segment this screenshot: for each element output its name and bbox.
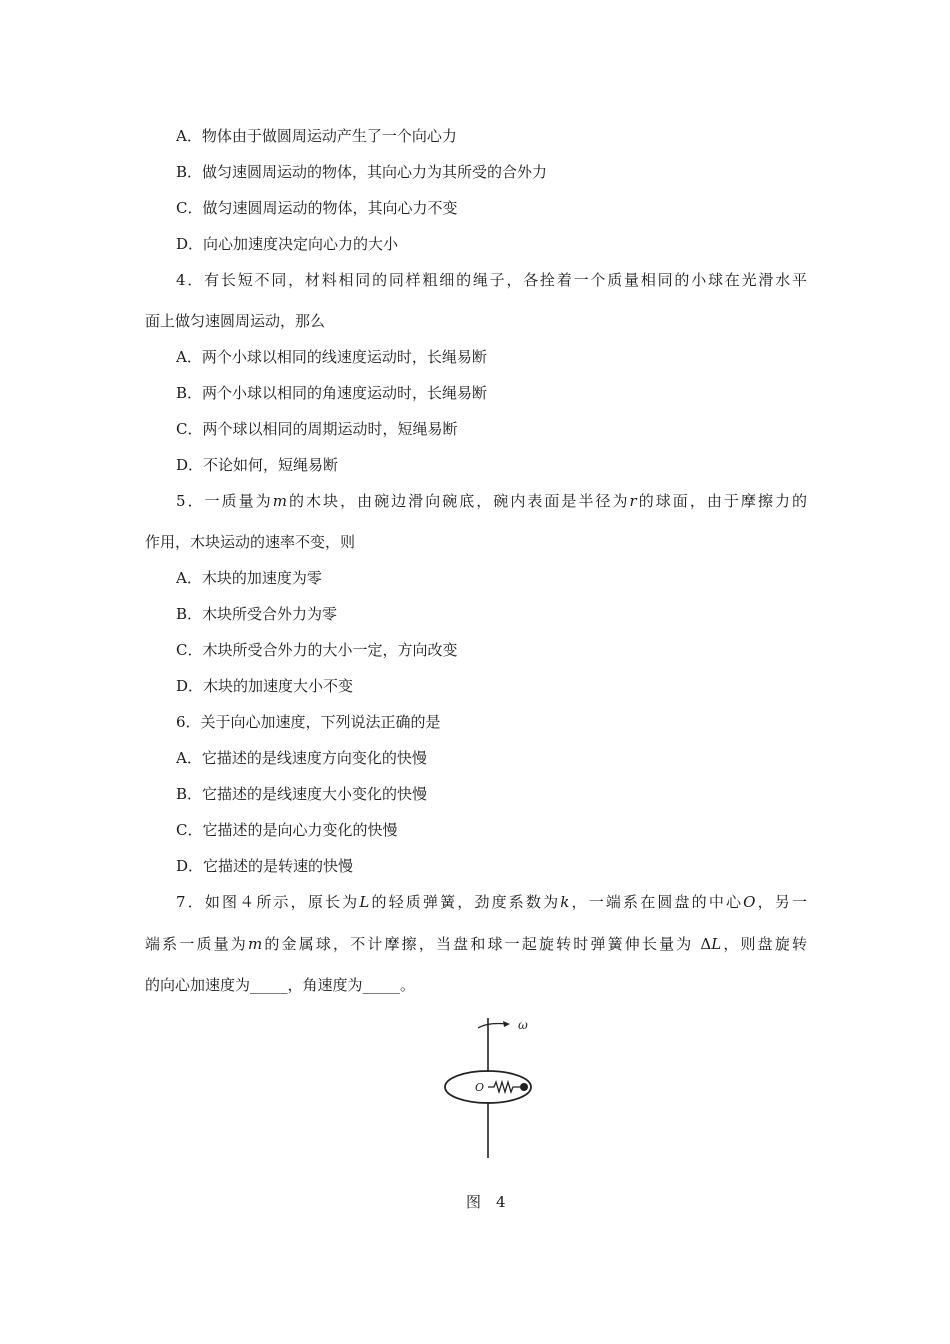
q6-option-a: A．它描述的是线速度方向变化的快慢 (176, 749, 427, 767)
q5-option-d: D．木块的加速度大小不变 (176, 677, 354, 695)
q4-option-c: C．两个球以相同的周期运动时，短绳易断 (176, 420, 458, 438)
q6-option-d: D．它描述的是转速的快慢 (176, 857, 354, 875)
q5-stem-line1 (176, 491, 807, 511)
var-r: r (629, 492, 637, 510)
q3-option-a: A．物体由于做圆周运动产生了一个向心力 (176, 127, 457, 145)
var-m: m (247, 935, 263, 953)
rotation-arrow (478, 1024, 508, 1029)
q7-text: ，另一 (755, 893, 807, 911)
q5-text: 的木块，由碗边滑向碗底，碗内表面是半径为 (286, 492, 630, 510)
q3-option-b: B．做匀速圆周运动的物体，其向心力为其所受的合外力 (176, 163, 548, 181)
q3-option-c: C．做匀速圆周运动的物体，其向心力不变 (176, 199, 458, 217)
q6-option-b: B．它描述的是线速度大小变化的快慢 (176, 785, 428, 803)
figure-4-rotating-disk (430, 1010, 550, 1170)
figure-caption: 图 4 (466, 1193, 506, 1211)
center-label: O (475, 1081, 485, 1094)
q4-stem-line2: 面上做匀速圆周运动，那么 (145, 312, 326, 330)
q5-option-a: A．木块的加速度为零 (176, 569, 322, 587)
q5-stem-line2: 作用，木块运动的速率不变，则 (145, 533, 356, 551)
metal-ball (520, 1083, 528, 1091)
q7-line2 (145, 934, 807, 954)
q7-line1 (176, 892, 807, 912)
q7-line3: 的向心加速度为_____，角速度为_____。 (145, 976, 416, 994)
q7-text: 的轻质弹簧，劲度系数为 (369, 893, 561, 911)
var-m: m (272, 492, 287, 510)
spring (488, 1082, 520, 1092)
q5-text: 的球面，由于摩擦力的 (636, 492, 807, 510)
q6-option-c: C．它描述的是向心力变化的快慢 (176, 821, 398, 839)
q7-text: ，则盘旋转 (721, 935, 807, 953)
var-L: L (711, 935, 722, 953)
q4-option-a: A．两个小球以相同的线速度运动时，长绳易断 (176, 348, 487, 366)
q7-text: 的金属球，不计摩擦，当盘和球一起旋转时弹簧伸长量为 Δ (262, 935, 712, 953)
var-L: L (359, 893, 370, 911)
q4-stem-line1: 4．有长短不同，材料相同的同样粗细的绳子，各拴着一个质量相同的小球在光滑水平 (176, 271, 807, 289)
q7-text: 7．如图４所示，原长为 (176, 893, 360, 911)
q3-option-d: D．向心加速度决定向心力的大小 (176, 235, 399, 253)
q6-stem: 6．关于向心加速度，下列说法正确的是 (176, 713, 441, 731)
var-O: O (743, 893, 756, 911)
var-k: k (560, 893, 570, 911)
q5-option-b: B．木块所受合外力为零 (176, 605, 338, 623)
omega-label: ω (518, 1018, 528, 1032)
q7-text: ，一端系在圆盘的中心 (569, 893, 744, 911)
rotation-arrowhead (503, 1021, 510, 1027)
q4-option-b: B．两个小球以相同的角速度运动时，长绳易断 (176, 384, 488, 402)
q5-option-c: C．木块所受合外力的大小一定，方向改变 (176, 641, 458, 659)
q5-text: 5．一质量为 (176, 492, 273, 510)
q7-text: 端系一质量为 (145, 935, 248, 953)
q4-option-d: D．不论如何，短绳易断 (176, 456, 339, 474)
